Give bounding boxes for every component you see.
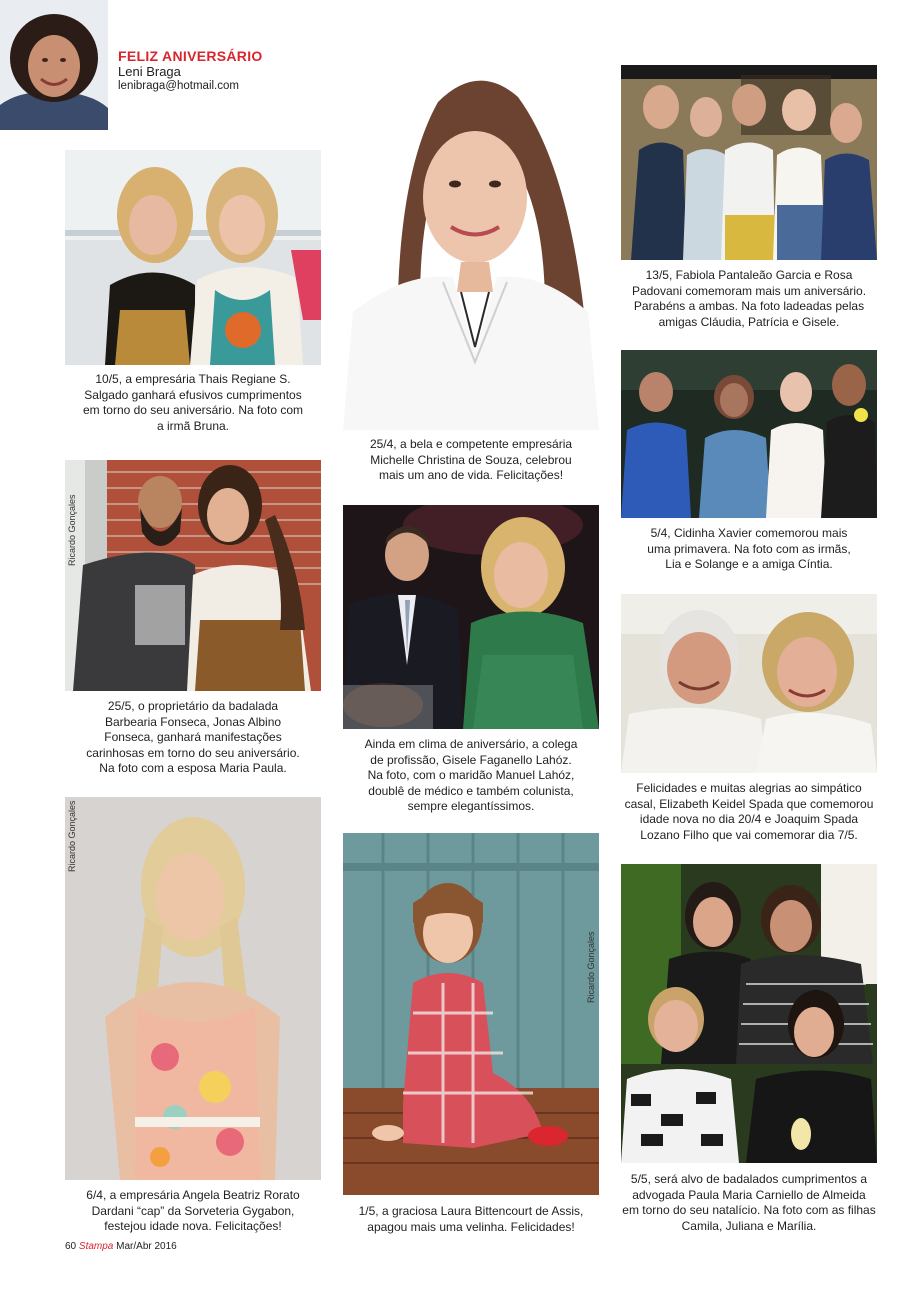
page-number: 60 — [65, 1241, 77, 1252]
photo-credit-angela: Ricardo Gonçales — [67, 800, 77, 872]
caption-elizabeth: Felicidades e muitas alegrias ao simpático casal, Elizabeth Keidel Spada que comemorou idade nova no dia 20/4 e Joaquim Spada Lozano Filho que vai comemorar dia 7/5. — [624, 781, 874, 842]
photo-elizabeth-joaquim — [621, 594, 877, 773]
caption-gisele: Ainda em clima de aniversário, a colega de profissão, Gisele Faganello Lahóz. Na foto, com o maridão Manuel Lahóz, doublê de médico e também colunista, sempre elegantíssimos. — [364, 737, 578, 813]
photo-fabiola-rosa — [621, 65, 877, 260]
columnist-photo — [0, 0, 108, 130]
page-footer — [65, 1241, 177, 1252]
photo-jonas-maria-paula — [65, 460, 321, 691]
photo-laura — [343, 833, 599, 1195]
caption-fabiola: 13/5, Fabiola Pantaleão Garcia e Rosa Padovani comemoram mais um aniversário. Parabéns a ambas. Na foto ladeadas pelas amigas Cláudia, Patrícia e Gisele. — [631, 268, 867, 329]
column-header — [118, 49, 263, 94]
caption-laura: 1/5, a graciosa Laura Bittencourt de Assis, apagou mais uma velinha. Felicidades! — [358, 1204, 584, 1234]
caption-thais: 10/5, a empresária Thais Regiane S. Salgado ganhará efusivos cumprimentos em torno do seu aniversário. Na foto com a irmã Bruna. — [82, 372, 304, 433]
issue-date: Mar/Abr 2016 — [116, 1241, 177, 1252]
photo-paula-filhas — [621, 864, 877, 1163]
caption-cidinha: 5/4, Cidinha Xavier comemorou mais uma primavera. Na foto com as irmãs, Lia e Solange e a amiga Cíntia. — [647, 526, 851, 571]
photo-credit-laura: Ricardo Gonçales — [586, 931, 596, 1003]
caption-angela: 6/4, a empresária Angela Beatriz Rorato Dardani “cap” da Sorveteria Gygabon, festejou idade nova. Felicitações! — [86, 1188, 300, 1233]
caption-michelle: 25/4, a bela e competente empresária Michelle Christina de Souza, celebrou mais um ano de vida. Felicitações! — [369, 437, 573, 482]
caption-paula: 5/5, será alvo de badalados cumprimentos a advogada Paula Maria Carniello de Almeida em torno do seu natalício. Na foto com as filhas Camila, Juliana e Marília. — [622, 1172, 876, 1233]
photo-cidinha — [621, 350, 877, 518]
magazine-name: Stampa — [78, 1241, 114, 1252]
caption-jonas: 25/5, o proprietário da badalada Barbearia Fonseca, Jonas Albino Fonseca, ganhará manifestações carinhosas em torno do seu aniversário. Na foto com a esposa Maria Paula. — [86, 699, 300, 775]
photo-thais-bruna — [65, 150, 321, 365]
photo-angela — [65, 797, 321, 1180]
columnist-name: Leni Braga — [118, 64, 181, 79]
photo-credit-jonas: Ricardo Gonçales — [67, 494, 77, 566]
column-title: FELIZ ANIVERSÁRIO — [118, 48, 263, 64]
columnist-email[interactable]: lenibraga@hotmail.com — [118, 80, 239, 92]
photo-michelle — [343, 62, 599, 430]
photo-gisele-manuel — [343, 505, 599, 729]
